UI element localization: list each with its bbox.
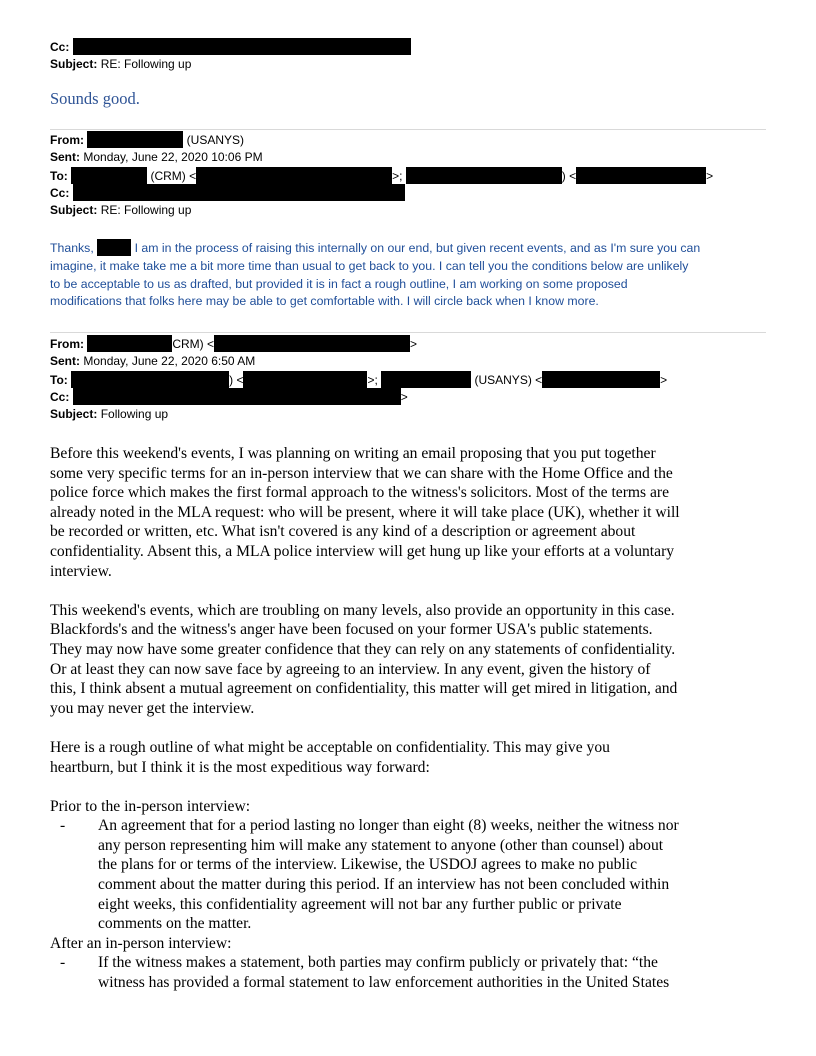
body-line: this, I think absent a mutual agreement on confidentiality, this matter will get mired in litigation, and: [50, 680, 678, 698]
to-text: ) <: [229, 372, 244, 387]
redaction: [73, 388, 401, 405]
sent-date: Monday, June 22, 2020 6:50 AM: [83, 353, 256, 368]
redaction: [243, 371, 367, 388]
cc-label: Cc:: [50, 186, 70, 201]
redaction: [71, 371, 229, 388]
cc-label: Cc:: [50, 390, 70, 405]
body-line: to be acceptable to us as drafted, but provided it is in fact a rough outline, I am working on some proposed: [50, 276, 628, 291]
prior-heading: Prior to the in-person interview:: [50, 797, 251, 815]
from-label: From:: [50, 337, 84, 351]
from-org: CRM) <: [172, 337, 215, 351]
body-line: already noted in the MLA request: who will be present, where it will take place (UK), whether it will: [50, 503, 680, 521]
divider: [50, 332, 766, 333]
top-header: [50, 38, 411, 74]
redaction: [73, 184, 405, 201]
body-line: heartburn, but I think it is the most expeditious way forward:: [50, 758, 430, 776]
subject-label: Subject:: [50, 407, 98, 422]
from-text: >: [410, 337, 418, 351]
paragraphs: [50, 444, 780, 797]
bullet-line: comments on the matter.: [98, 915, 252, 933]
bullet-line: eight weeks, this confidentiality agreement will not bar any further public or private: [98, 895, 622, 913]
msg3-header: [50, 335, 667, 424]
after-heading: After an in-person interview:: [50, 934, 232, 952]
subject: RE: Following up: [100, 56, 192, 71]
to-label: To:: [50, 168, 68, 183]
body-line: I am in the process of raising this internally on our end, but given recent events, and as I'm sure you can: [131, 241, 701, 255]
msg2-body: [50, 239, 700, 310]
bullet-line: An agreement that for a period lasting no longer than eight (8) weeks, neither the witness nor: [98, 817, 679, 835]
greeting: Thanks,: [50, 241, 98, 255]
redaction: [576, 167, 706, 184]
msg3-body: [50, 444, 780, 993]
body-line: you may never get the interview.: [50, 699, 255, 717]
to-text: >: [706, 168, 714, 183]
subject: RE: Following up: [100, 203, 192, 218]
redaction: [73, 38, 411, 55]
redaction: [87, 335, 172, 352]
to-text: (USANYS) <: [471, 372, 543, 387]
body-line: imagine, it make take me a bit more time than usual to get back to you. I can tell you the conditions below are unlikely: [50, 258, 689, 273]
redaction: [542, 371, 660, 388]
subject: Following up: [100, 407, 169, 422]
sent-label: Sent:: [50, 353, 80, 368]
dash: -: [60, 954, 66, 972]
bullet-line: the plans for or terms of the interview. Likewise, the USDOJ agrees to make no public: [98, 856, 637, 874]
redaction: [71, 167, 147, 184]
sent-label: Sent:: [50, 149, 80, 164]
bullet-1: [50, 816, 780, 934]
dash: -: [60, 817, 66, 835]
subject-label: Subject:: [50, 56, 98, 71]
cc-text: >: [400, 390, 408, 405]
divider: [50, 129, 766, 130]
paragraph-gap: [50, 777, 780, 797]
body-line: police force which makes the first formal approach to the witness's solicitors. Most of the terms are: [50, 484, 670, 502]
body-line: Or at least they can now save face by agreeing to an interview. In any event, given the history of: [50, 660, 651, 678]
bullet-line: witness has provided a formal statement to law enforcement authorities in the United States: [98, 974, 670, 992]
to-text: >;: [367, 372, 378, 387]
paragraph-gap: [50, 718, 780, 738]
cc-label: Cc:: [50, 40, 70, 54]
to-text: >;: [392, 168, 403, 183]
from-label: From:: [50, 133, 84, 147]
body-line: Blackfords's and the witness's anger have been focused on your former USA's public statements.: [50, 621, 653, 639]
body-line: They may now have some greater confidence that they can rely on any statements of confidentiality.: [50, 640, 676, 658]
subject-label: Subject:: [50, 203, 98, 218]
msg2-header: [50, 131, 713, 220]
redaction: [381, 371, 471, 388]
to-text: >: [660, 372, 668, 387]
sent-date: Monday, June 22, 2020 10:06 PM: [83, 149, 263, 164]
to-label: To:: [50, 372, 68, 387]
body-line: some very specific terms for an in-person interview that we can share with the Home Office and the: [50, 464, 673, 482]
reply-text: Sounds good.: [50, 89, 140, 108]
to-text: (CRM) <: [147, 168, 197, 183]
body-line: confidentiality. Absent this, a MLA police interview will get hung up like your efforts at a voluntary: [50, 542, 675, 560]
body-line: interview.: [50, 562, 112, 580]
to-text: ) <: [561, 168, 577, 183]
body-line: Here is a rough outline of what might be acceptable on confidentiality. This may give you: [50, 738, 610, 756]
body-line: This weekend's events, which are troubling on many levels, also provide an opportunity in this case.: [50, 601, 675, 619]
redaction: [196, 167, 392, 184]
paragraph-gap: [50, 581, 780, 601]
bullet-line: If the witness makes a statement, both parties may confirm publicly or privately that: “the: [98, 954, 658, 972]
redaction: [406, 167, 562, 184]
body-line: modifications that folks here may be able to get comfortable with. I will circle back when I know more.: [50, 294, 599, 309]
bullet-line: comment about the matter during this period. If an interview has not been concluded within: [98, 876, 670, 894]
redaction: [97, 239, 131, 256]
from-org: (USANYS): [183, 133, 245, 147]
redaction: [87, 131, 183, 148]
body-line: Before this weekend's events, I was planning on writing an email proposing that you put together: [50, 445, 656, 462]
body-line: be recorded or written, etc. What isn't covered is any kind of a description or agreement about: [50, 523, 636, 541]
redaction: [214, 335, 410, 352]
bullet-line: any person representing him will make any statement to anyone (other than counsel) about: [98, 836, 664, 854]
bullet-2: [50, 953, 780, 992]
